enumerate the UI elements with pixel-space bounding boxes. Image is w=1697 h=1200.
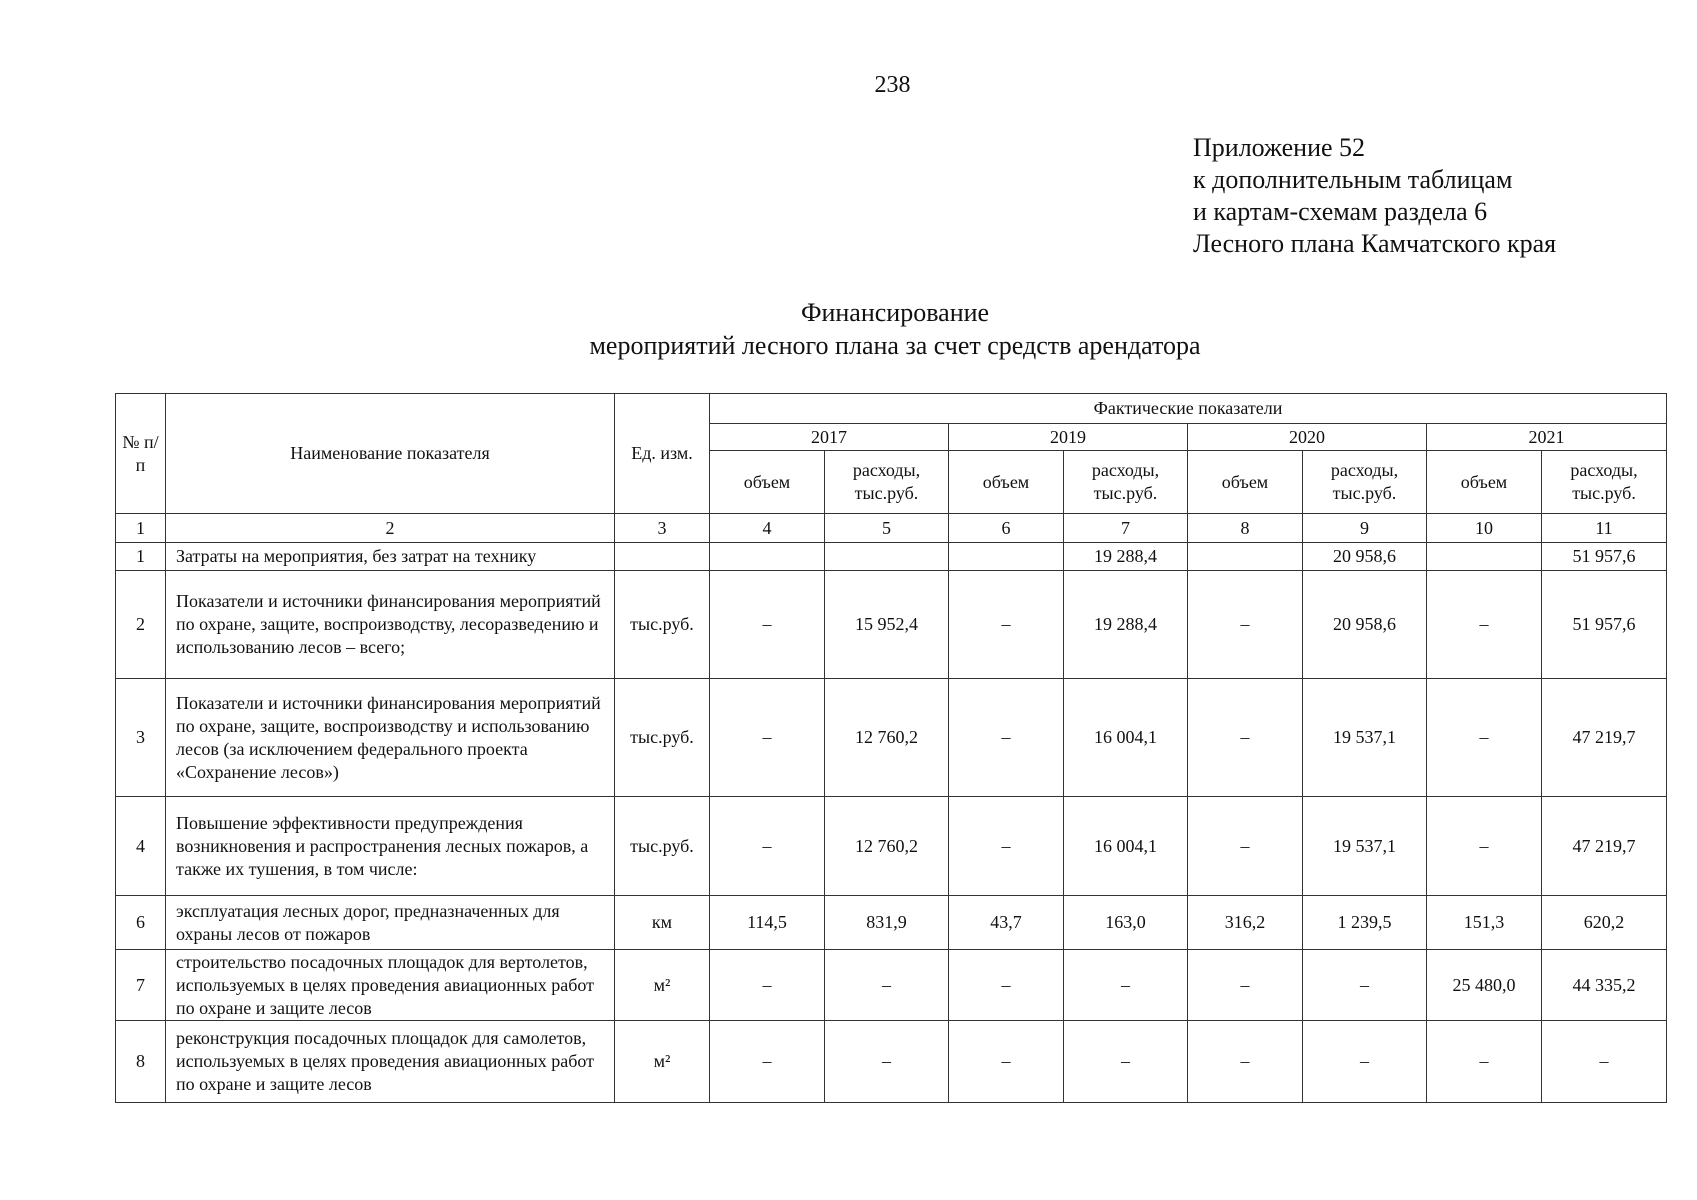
- row-value: –: [1188, 1021, 1303, 1103]
- row-value: –: [1427, 797, 1542, 896]
- table-row: [116, 896, 1667, 950]
- row-num: 6: [116, 896, 166, 950]
- appendix-line: Приложение 52: [1193, 133, 1366, 162]
- row-name: строительство посадочных площадок для вертолетов, используемых в целях проведения авиационных работ по охране и защите лесов: [166, 950, 615, 1021]
- row-value: 20 958,6: [1303, 571, 1427, 679]
- row-value: 43,7: [949, 896, 1064, 950]
- page-number: 238: [874, 72, 911, 98]
- row-value: –: [1427, 679, 1542, 797]
- row-value: 12 760,2: [825, 797, 949, 896]
- title-line: Финансирование: [800, 298, 990, 327]
- row-value: –: [825, 1021, 949, 1103]
- appendix-note: [1193, 132, 1556, 260]
- column-number: 5: [825, 514, 949, 543]
- row-value: –: [825, 950, 949, 1021]
- header-costs: расходы, тыс.руб.: [1542, 451, 1667, 514]
- row-value: 12 760,2: [825, 679, 949, 797]
- row-value: –: [1188, 797, 1303, 896]
- header-name: Наименование показателя: [166, 394, 615, 514]
- row-num: 3: [116, 679, 166, 797]
- row-name: Затраты на мероприятия, без затрат на технику: [166, 543, 615, 571]
- row-name: Повышение эффективности предупреждения возникновения и распространения лесных пожаров, а также их тушения, в том числе:: [166, 797, 615, 896]
- row-value: 19 537,1: [1303, 797, 1427, 896]
- appendix-line: Лесного плана Камчатского края: [1193, 229, 1557, 258]
- row-value: –: [949, 571, 1064, 679]
- row-unit: км: [615, 896, 710, 950]
- row-value: –: [1542, 1021, 1667, 1103]
- table-row: [116, 679, 1667, 797]
- header-num: № п/п: [116, 394, 166, 514]
- header-costs: расходы, тыс.руб.: [1064, 451, 1188, 514]
- row-value: [710, 543, 825, 571]
- column-number: 3: [615, 514, 710, 543]
- header-volume: объем: [1188, 451, 1303, 514]
- header-year: 2017: [710, 424, 949, 451]
- row-value: 20 958,6: [1303, 543, 1427, 571]
- table-row: [116, 797, 1667, 896]
- row-unit: м²: [615, 950, 710, 1021]
- row-value: –: [710, 950, 825, 1021]
- row-value: [825, 543, 949, 571]
- row-value: 19 288,4: [1064, 571, 1188, 679]
- row-value: 114,5: [710, 896, 825, 950]
- table-row: [116, 950, 1667, 1021]
- appendix-line: и картам-схемам раздела 6: [1193, 197, 1488, 226]
- column-number: 1: [116, 514, 166, 543]
- column-number: 7: [1064, 514, 1188, 543]
- row-value: –: [710, 679, 825, 797]
- row-num: 1: [116, 543, 166, 571]
- row-num: 8: [116, 1021, 166, 1103]
- table-row: [116, 1021, 1667, 1103]
- row-value: 831,9: [825, 896, 949, 950]
- row-value: 25 480,0: [1427, 950, 1542, 1021]
- row-name: реконструкция посадочных площадок для самолетов, используемых в целях проведения авиационных работ по охране и защите лесов: [166, 1021, 615, 1103]
- row-value: –: [710, 571, 825, 679]
- row-unit: тыс.руб.: [615, 679, 710, 797]
- table-row: [116, 543, 1667, 571]
- header-actual: Фактические показатели: [710, 394, 1667, 424]
- row-value: [1188, 543, 1303, 571]
- row-value: –: [1303, 950, 1427, 1021]
- column-number: 8: [1188, 514, 1303, 543]
- title-line: мероприятий лесного плана за счет средств арендатора: [589, 331, 1201, 360]
- row-value: 47 219,7: [1542, 679, 1667, 797]
- row-num: 2: [116, 571, 166, 679]
- row-value: 47 219,7: [1542, 797, 1667, 896]
- row-unit: тыс.руб.: [615, 797, 710, 896]
- header-year: 2021: [1427, 424, 1667, 451]
- header-volume: объем: [949, 451, 1064, 514]
- row-num: 4: [116, 797, 166, 896]
- row-value: [1427, 543, 1542, 571]
- row-unit: м²: [615, 1021, 710, 1103]
- row-value: 620,2: [1542, 896, 1667, 950]
- table-row: [116, 571, 1667, 679]
- row-value: –: [1188, 679, 1303, 797]
- row-value: –: [1427, 1021, 1542, 1103]
- row-value: 163,0: [1064, 896, 1188, 950]
- column-number: 6: [949, 514, 1064, 543]
- row-name: Показатели и источники финансирования мероприятий по охране, защите, воспроизводству, лесоразведению и использованию лесов – всего;: [166, 571, 615, 679]
- row-value: 51 957,6: [1542, 571, 1667, 679]
- header-volume: объем: [1427, 451, 1542, 514]
- document-title: [460, 296, 1330, 362]
- header-year: 2020: [1188, 424, 1427, 451]
- row-value: 15 952,4: [825, 571, 949, 679]
- row-value: 16 004,1: [1064, 797, 1188, 896]
- header-volume: объем: [710, 451, 825, 514]
- header-unit: Ед. изм.: [615, 394, 710, 514]
- column-number-row: [116, 514, 1667, 543]
- row-value: –: [949, 1021, 1064, 1103]
- row-value: –: [1188, 950, 1303, 1021]
- row-value: 1 239,5: [1303, 896, 1427, 950]
- row-value: 44 335,2: [1542, 950, 1667, 1021]
- column-number: 2: [166, 514, 615, 543]
- row-num: 7: [116, 950, 166, 1021]
- row-value: [949, 543, 1064, 571]
- row-value: –: [1064, 1021, 1188, 1103]
- row-value: –: [1303, 1021, 1427, 1103]
- row-name: Показатели и источники финансирования мероприятий по охране, защите, воспроизводству и использованию лесов (за исключением федерального проекта «Сохранение лесов»): [166, 679, 615, 797]
- header-year: 2019: [949, 424, 1188, 451]
- row-value: 16 004,1: [1064, 679, 1188, 797]
- row-value: –: [710, 797, 825, 896]
- financing-table: [115, 393, 1667, 1103]
- row-value: 51 957,6: [1542, 543, 1667, 571]
- row-value: –: [1064, 950, 1188, 1021]
- appendix-line: к дополнительным таблицам: [1193, 165, 1513, 194]
- row-value: –: [710, 1021, 825, 1103]
- row-value: –: [949, 797, 1064, 896]
- row-value: –: [1188, 571, 1303, 679]
- row-unit: [615, 543, 710, 571]
- row-unit: тыс.руб.: [615, 571, 710, 679]
- row-value: –: [1427, 571, 1542, 679]
- row-name: эксплуатация лесных дорог, предназначенных для охраны лесов от пожаров: [166, 896, 615, 950]
- column-number: 11: [1542, 514, 1667, 543]
- row-value: 19 288,4: [1064, 543, 1188, 571]
- row-value: 19 537,1: [1303, 679, 1427, 797]
- header-costs: расходы, тыс.руб.: [1303, 451, 1427, 514]
- column-number: 4: [710, 514, 825, 543]
- row-value: 316,2: [1188, 896, 1303, 950]
- column-number: 10: [1427, 514, 1542, 543]
- header-costs: расходы, тыс.руб.: [825, 451, 949, 514]
- row-value: –: [949, 950, 1064, 1021]
- row-value: 151,3: [1427, 896, 1542, 950]
- column-number: 9: [1303, 514, 1427, 543]
- row-value: –: [949, 679, 1064, 797]
